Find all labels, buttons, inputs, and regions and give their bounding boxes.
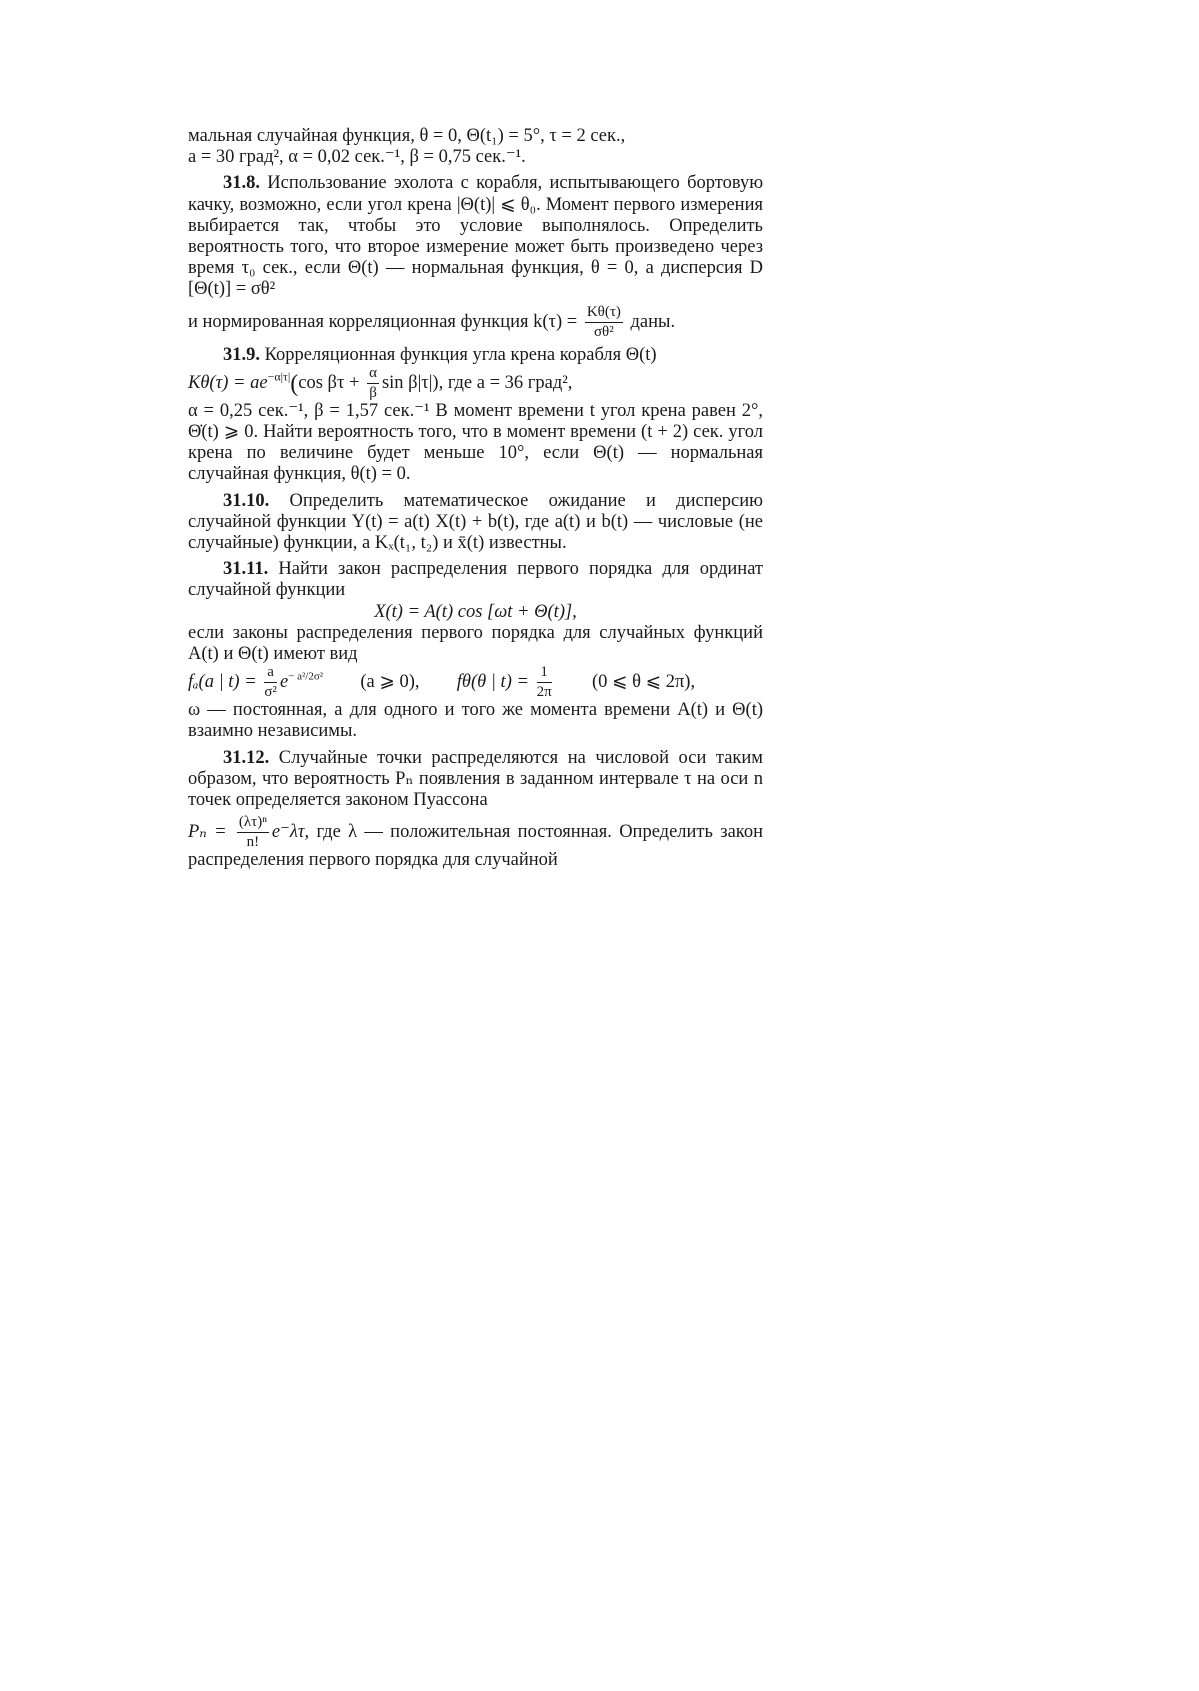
- fraction-numerator: α: [367, 366, 379, 384]
- formula-part: sin β|τ|), где a = 36 град²,: [381, 372, 573, 393]
- fraction: [537, 665, 552, 700]
- fraction-numerator: a: [264, 665, 277, 683]
- formula-condition: (0 ⩽ θ ⩽ 2π),: [591, 672, 696, 693]
- formula-part: Pₙ =: [188, 822, 227, 843]
- fraction: [237, 815, 269, 850]
- intro-line-1: мальная случайная функция, θ = 0, Θ(t₁) = 5°, τ = 2 сек.,: [188, 126, 626, 146]
- fraction-numerator: 1: [537, 665, 552, 683]
- fraction-numerator: Kθ(τ): [585, 305, 623, 323]
- fraction-denominator: σ²: [264, 684, 277, 701]
- problem-31-10: [188, 491, 763, 555]
- problem-text: Найти закон распределения первого порядка для ординат случайной функции: [188, 559, 764, 601]
- intro-line-2: a = 30 град², α = 0,02 сек.⁻¹, β = 0,75 сек.⁻¹.: [188, 147, 526, 168]
- fraction: [264, 665, 277, 700]
- formula-part: e⁻λτ,: [271, 822, 310, 843]
- problem-31-9-text: α = 0,25 сек.⁻¹, β = 1,57 сек.⁻¹ В момент времени t угол крена равен 2°, Θ̇(t) ⩾ 0. Найти вероятность того, что в момент времени (t + 2) сек. угол крена по величине будет меньше 10°, если Θ(t) — нормальная случайная функция, θ(t) = 0.: [188, 400, 763, 485]
- left-paren: (: [290, 370, 299, 397]
- problem-text: Определить математическое ожидание и дисперсию случайной функции Y(t) = a(t) X(t) + b(t), где a(t) и b(t) — числовые (не случайные) функции, а Kₓ(t₁, t₂) и x̄(t) известны.: [188, 490, 763, 554]
- problem-text: и нормированная корреляционная функция k(τ) =: [188, 311, 578, 332]
- problem-text: Случайные точки распределяются на числовой оси таким образом, что вероятность Pₙ появления в заданном интервале τ на оси n точек определяется законом Пуассона: [188, 747, 763, 811]
- problem-31-8-line: [188, 305, 763, 340]
- problem-31-12-formula: [188, 815, 763, 871]
- formula-part: fθ(θ | t) =: [456, 672, 529, 693]
- problem-number: 31.9.: [223, 344, 260, 365]
- fraction: [585, 305, 623, 340]
- formula-x: [188, 602, 763, 623]
- formula-part: Kθ(τ) = ae: [188, 372, 268, 393]
- formula-distributions: [188, 665, 763, 700]
- fraction: [367, 366, 379, 401]
- problem-text: Корреляционная функция угла крена корабля Θ(t): [264, 344, 657, 365]
- problem-number: 31.10.: [223, 490, 270, 511]
- problem-text: где λ — положительная постоянная. Определить закон распределения первого порядка для случайной: [188, 822, 763, 871]
- problem-31-11-text-2: ω — постоянная, а для одного и того же момента времени A(t) и Θ(t) взаимно независимы.: [188, 700, 763, 742]
- fraction-denominator: β: [369, 384, 377, 401]
- formula-condition: (a ⩾ 0),: [360, 672, 420, 693]
- problem-31-11-text: если законы распределения первого порядка для случайных функций A(t) и Θ(t) имеют вид: [188, 622, 763, 665]
- fraction-numerator: (λτ)ⁿ: [237, 815, 269, 833]
- formula-part: cos βτ +: [298, 372, 360, 393]
- problem-31-8: [188, 173, 763, 300]
- formula-part: e: [279, 672, 289, 693]
- problem-text: даны.: [630, 311, 676, 332]
- problem-31-9-formula: [188, 366, 763, 401]
- problem-31-12: [188, 748, 763, 812]
- formula-exponent: − a²/2σ²: [288, 670, 324, 683]
- formula-part: fₐ(a | t) =: [188, 672, 257, 693]
- problem-number: 31.11.: [223, 559, 269, 580]
- book-page: [188, 126, 763, 871]
- problem-number: 31.12.: [223, 747, 270, 768]
- problem-31-9: [188, 345, 763, 366]
- fraction-denominator: σθ²: [593, 323, 614, 340]
- formula-exponent: −α|τ|: [267, 369, 291, 384]
- formula-text: X(t) = A(t) cos [ωt + Θ(t)],: [374, 601, 577, 622]
- fraction-denominator: 2π: [536, 684, 552, 701]
- problem-text: Использование эхолота с корабля, испытывающего бортовую качку, возможно, если угол крена |Θ(t)| ⩽ θ₀. Момент первого измерения выбирается так, чтобы это условие выполнялось. Определить вероятность того, что второе измерение может быть произведено через время τ₀ сек., если Θ(t) — нормальная функция, θ = 0, а дисперсия D [Θ(t)] = σθ²: [188, 173, 764, 300]
- problem-number: 31.8.: [223, 173, 260, 194]
- problem-31-11: [188, 559, 763, 601]
- fraction-denominator: n!: [246, 834, 260, 851]
